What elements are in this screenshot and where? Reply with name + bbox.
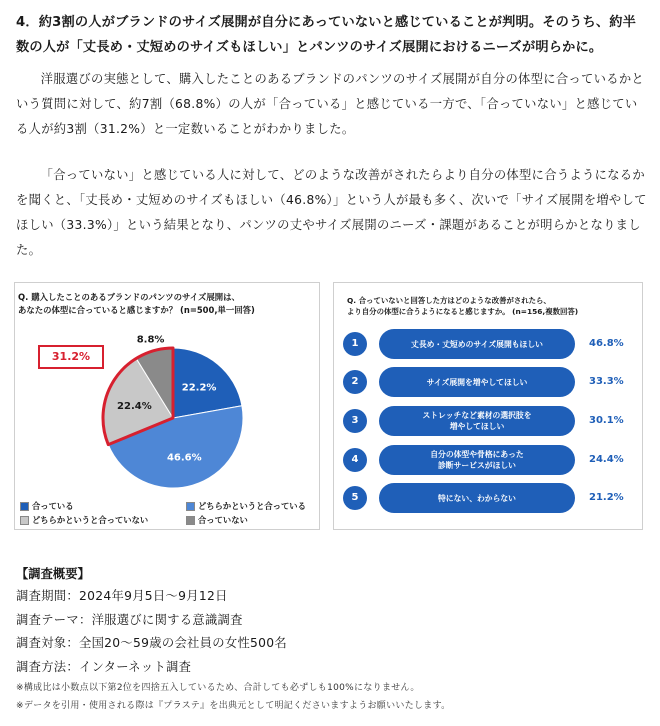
rank-badge: 4	[343, 448, 367, 472]
item-percent: 46.8%	[589, 338, 624, 349]
legend-item-fit	[20, 500, 74, 512]
pie-question	[18, 291, 318, 317]
legend-item-somewhat-fit	[186, 500, 306, 512]
rank-badge: 2	[343, 370, 367, 394]
pie-question-line2: あなたの体型に合っていると感じますか？ (n=500,単一回答)	[18, 305, 255, 315]
item-label: 自分の体型や骨格にあった 診断サービスがほしい	[379, 445, 575, 475]
item-percent: 33.3%	[589, 376, 624, 387]
legend-swatch-not-fit	[186, 516, 195, 525]
paragraph-1: 洋服選びの実態として、購入したことのあるブランドのパンツのサイズ展開が自分の体型に合っているかという質問に対して、約7割（68.8%）の人が「合っている」と感じている一方で、「合っていない」と感じている人が約3割（31.2%）と一定数いることがわかりました。	[16, 72, 645, 136]
list-item	[343, 406, 633, 436]
section-heading: 4．約3割の人がブランドのサイズ展開が自分にあっていないと感じていることが判明。そのうち、約半数の人が「丈長め・丈短めのサイズもほしい」とパンツのサイズ展開におけるニーズが明らかに。	[16, 15, 636, 55]
legend-label-somewhat-not-fit: どちらかというと合っていない	[32, 515, 149, 525]
rank-badge: 1	[343, 332, 367, 356]
rank-badge: 3	[343, 409, 367, 433]
summary-target: 調査対象：全国20〜59歳の会社員の女性500名	[16, 636, 288, 650]
pie-label-not-fit: 8.8%	[136, 334, 165, 346]
rounding-note: ※構成比は小数点以下第2位を四捨五入しているため、合計しても必ずしも100%になりません。	[16, 683, 420, 693]
list-item	[343, 445, 633, 475]
improvement-list-panel	[333, 282, 643, 530]
item-percent: 30.1%	[589, 415, 624, 426]
item-percent: 24.4%	[589, 454, 624, 465]
list-question	[347, 295, 637, 317]
list-question-line2: より自分の体型に合うようになると感じますか。 (n=156,複数回答)	[347, 307, 579, 316]
list-question-line1: Q. 合っていないと回答した方はどのような改善がされたら、	[347, 296, 551, 305]
list-item	[343, 329, 633, 359]
not-fit-total-callout: 31.2%	[38, 345, 104, 369]
summary-title: 【調査概要】	[16, 567, 90, 581]
pie-chart	[14, 282, 320, 530]
legend-swatch-fit	[20, 502, 29, 511]
pie-question-line1: Q. 購入したことのあるブランドのパンツのサイズ展開は、	[18, 292, 240, 302]
summary-period: 調査期間：2024年9月5日〜9月12日	[16, 589, 228, 603]
pie-label-somewhat-not-fit: 22.4%	[117, 401, 152, 412]
legend-swatch-somewhat-fit	[186, 502, 195, 511]
summary-theme: 調査テーマ：洋服選びに関する意識調査	[16, 612, 243, 627]
legend-swatch-somewhat-not-fit	[20, 516, 29, 525]
citation-note: ※データを引用・使用される際は『プラステ』を出典元として明記くださいますようお願いいたします。	[16, 701, 451, 711]
legend-item-not-fit	[186, 514, 248, 526]
pie-label-somewhat-fit: 46.6%	[166, 452, 202, 464]
pie-label-fit: 22.2%	[181, 382, 217, 394]
item-percent: 21.2%	[589, 492, 624, 503]
legend-item-somewhat-not-fit	[20, 514, 148, 526]
list-item	[343, 367, 633, 397]
legend-label-somewhat-fit: どちらかというと合っている	[198, 501, 306, 511]
item-label: サイズ展開を増やしてほしい	[379, 367, 575, 397]
summary-method: 調査方法：インターネット調査	[16, 659, 192, 674]
paragraph-2: 「合っていない」と感じている人に対して、どのような改善がされたらより自分の体型に合うようになるかを聞くと、「丈長め・丈短めのサイズもほしい（46.8%）」という人が最も多く、次いで「サイズ展開を増やしてほしい（33.3%）」という結果となり、パンツの丈やサイズ展開のニーズ・課題があることが明らかとなりました。	[16, 168, 647, 257]
item-label: 丈長め・丈短めのサイズ展開もほしい	[379, 329, 575, 359]
item-label: 特にない、わからない	[379, 483, 575, 513]
survey-summary	[16, 563, 646, 715]
pie-chart-panel	[14, 282, 320, 530]
list-item	[343, 483, 633, 513]
legend-label-fit: 合っている	[32, 501, 74, 511]
item-label: ストレッチなど素材の選択肢を 増やしてほしい	[379, 406, 575, 436]
rank-badge: 5	[343, 486, 367, 510]
legend-label-not-fit: 合っていない	[198, 515, 248, 525]
